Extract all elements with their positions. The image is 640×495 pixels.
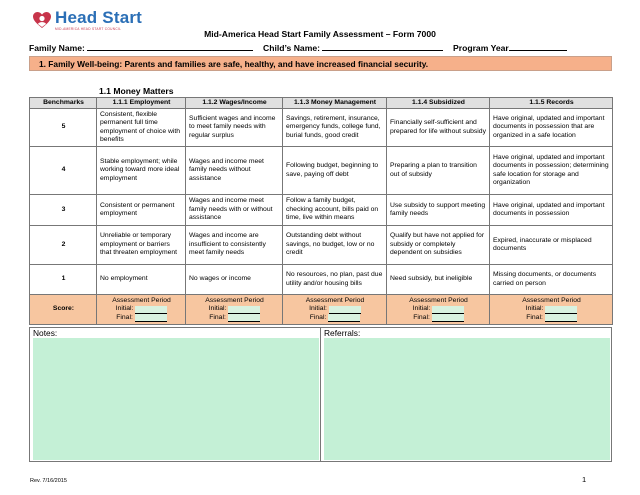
initial-label: Initial: xyxy=(525,305,544,313)
table-cell[interactable]: Consistent or permanent employment xyxy=(97,195,186,226)
table-cell[interactable]: No wages or income xyxy=(186,265,283,295)
revision-date: Rev. 7/16/2015 xyxy=(30,478,67,484)
final-label: Final: xyxy=(116,313,133,321)
logo-name: Head Start xyxy=(55,8,143,27)
table-cell[interactable]: Need subsidy, but ineligible xyxy=(387,265,490,295)
child-name-line[interactable] xyxy=(322,42,443,51)
child-name-label: Child’s Name: xyxy=(263,43,320,53)
table-row xyxy=(30,109,613,147)
table-cell[interactable]: Stable employment; while working toward more ideal employment xyxy=(97,147,186,195)
table-cell[interactable]: Qualify but have not applied for subsidy or completely dependent on subsidies xyxy=(387,226,490,265)
score-cell-subsidized xyxy=(387,295,490,325)
final-score-input[interactable] xyxy=(228,314,260,322)
referrals-column xyxy=(320,328,611,461)
col-header-money-management: 1.1.3 Money Management xyxy=(283,98,387,109)
final-score-input[interactable] xyxy=(432,314,464,322)
table-cell[interactable]: Have original, updated and important documents in possession; determining safe location for storage and organization xyxy=(490,147,613,195)
notes-referrals-section xyxy=(29,327,612,462)
initial-label: Initial: xyxy=(412,305,431,313)
table-header-row xyxy=(30,98,613,109)
table-row xyxy=(30,195,613,226)
page-number: 1 xyxy=(582,475,587,484)
initial-score-input[interactable] xyxy=(329,306,361,314)
benchmark-cell: 1 xyxy=(30,265,97,295)
table-cell[interactable]: Savings, retirement, insurance, emergency funds, college fund, burial funds, good credit xyxy=(283,109,387,147)
benchmark-cell: 3 xyxy=(30,195,97,226)
col-header-benchmarks: Benchmarks xyxy=(30,98,97,109)
final-score-input[interactable] xyxy=(135,314,167,322)
benchmark-cell: 2 xyxy=(30,226,97,265)
score-cell-employment xyxy=(97,295,186,325)
table-cell[interactable]: Consistent, flexible permanent full time employment of choice with benefits xyxy=(97,109,186,147)
score-label: Score: xyxy=(30,295,97,325)
table-cell[interactable]: Have original, updated and important documents in possession xyxy=(490,195,613,226)
final-score-input[interactable] xyxy=(328,314,360,322)
table-cell[interactable]: Preparing a plan to transition out of subsidy xyxy=(387,147,490,195)
program-year-field[interactable] xyxy=(453,42,567,53)
family-name-field[interactable] xyxy=(29,42,253,53)
form-title: Mid-America Head Start Family Assessment – Form 7000 xyxy=(204,29,436,39)
assessment-period-label: Assessment Period xyxy=(205,296,264,304)
table-row xyxy=(30,226,613,265)
score-cell-money-management xyxy=(283,295,387,325)
initial-score-input[interactable] xyxy=(545,306,577,314)
initial-score-input[interactable] xyxy=(432,306,464,314)
table-row xyxy=(30,147,613,195)
table-cell[interactable]: Missing documents, or documents carried on person xyxy=(490,265,613,295)
benchmark-cell: 5 xyxy=(30,109,97,147)
notes-column xyxy=(30,328,320,461)
table-cell[interactable]: Outstanding debt without savings, no budget, low or no credit xyxy=(283,226,387,265)
assessment-table xyxy=(29,97,613,325)
initial-score-input[interactable] xyxy=(228,306,260,314)
table-cell[interactable]: No resources, no plan, past due utility and/or housing bills xyxy=(283,265,387,295)
assessment-period-label: Assessment Period xyxy=(305,296,365,304)
table-cell[interactable]: Following budget, beginning to save, paying off debt xyxy=(283,147,387,195)
benchmark-cell: 4 xyxy=(30,147,97,195)
table-cell[interactable]: Use subsidy to support meeting family needs xyxy=(387,195,490,226)
heart-person-icon xyxy=(32,10,52,30)
final-label: Final: xyxy=(413,313,430,321)
initial-label: Initial: xyxy=(309,305,327,313)
score-cell-wages xyxy=(186,295,283,325)
table-cell[interactable]: No employment xyxy=(97,265,186,295)
col-header-subsidized: 1.1.4 Subsidized xyxy=(387,98,490,109)
logo-tagline: MID-AMERICA HEAD START COUNCIL xyxy=(55,27,122,31)
assessment-period-label: Assessment Period xyxy=(522,296,581,304)
section-subheading: 1.1 Money Matters xyxy=(99,86,174,96)
table-cell[interactable]: Have original, updated and important documents in possession that are organized in a safe location xyxy=(490,109,613,147)
table-cell[interactable]: Sufficient wages and income to meet family needs with regular surplus xyxy=(186,109,283,147)
program-year-label: Program Year xyxy=(453,43,509,53)
final-label: Final: xyxy=(309,313,327,321)
family-name-label: Family Name: xyxy=(29,43,85,53)
score-cell-records xyxy=(490,295,613,325)
table-cell[interactable]: Follow a family budget, checking account, bills paid on time, live within means xyxy=(283,195,387,226)
table-cell[interactable]: Unreliable or temporary employment or barriers that threaten employment xyxy=(97,226,186,265)
final-label: Final: xyxy=(209,313,226,321)
notes-input[interactable] xyxy=(33,338,319,460)
col-header-wages: 1.1.2 Wages/Income xyxy=(186,98,283,109)
referrals-input[interactable] xyxy=(324,338,610,460)
family-name-line[interactable] xyxy=(87,42,253,51)
table-cell[interactable]: Wages and income meet family needs without assistance xyxy=(186,147,283,195)
referrals-label: Referrals: xyxy=(324,328,361,338)
table-row xyxy=(30,265,613,295)
col-header-employment: 1.1.1 Employment xyxy=(97,98,186,109)
table-cell[interactable]: Wages and income meet family needs with or without assistance xyxy=(186,195,283,226)
table-cell[interactable]: Wages and income are insufficient to consistently meet family needs xyxy=(186,226,283,265)
final-label: Final: xyxy=(526,313,543,321)
assessment-period-label: Assessment Period xyxy=(112,296,171,304)
final-score-input[interactable] xyxy=(545,314,577,322)
table-cell[interactable]: Expired, inaccurate or misplaced documents xyxy=(490,226,613,265)
program-year-line[interactable] xyxy=(509,42,567,51)
col-header-records: 1.1.5 Records xyxy=(490,98,613,109)
score-row xyxy=(30,295,613,325)
table-cell[interactable]: Financially self-sufficient and prepared for life without subsidy xyxy=(387,109,490,147)
initial-score-input[interactable] xyxy=(135,306,167,314)
assessment-period-label: Assessment Period xyxy=(409,296,468,304)
notes-label: Notes: xyxy=(33,328,58,338)
section-banner: 1. Family Well-being: Parents and families are safe, healthy, and have increased financial security. xyxy=(29,56,612,71)
initial-label: Initial: xyxy=(115,305,134,313)
child-name-field[interactable] xyxy=(263,42,443,53)
initial-label: Initial: xyxy=(208,305,227,313)
